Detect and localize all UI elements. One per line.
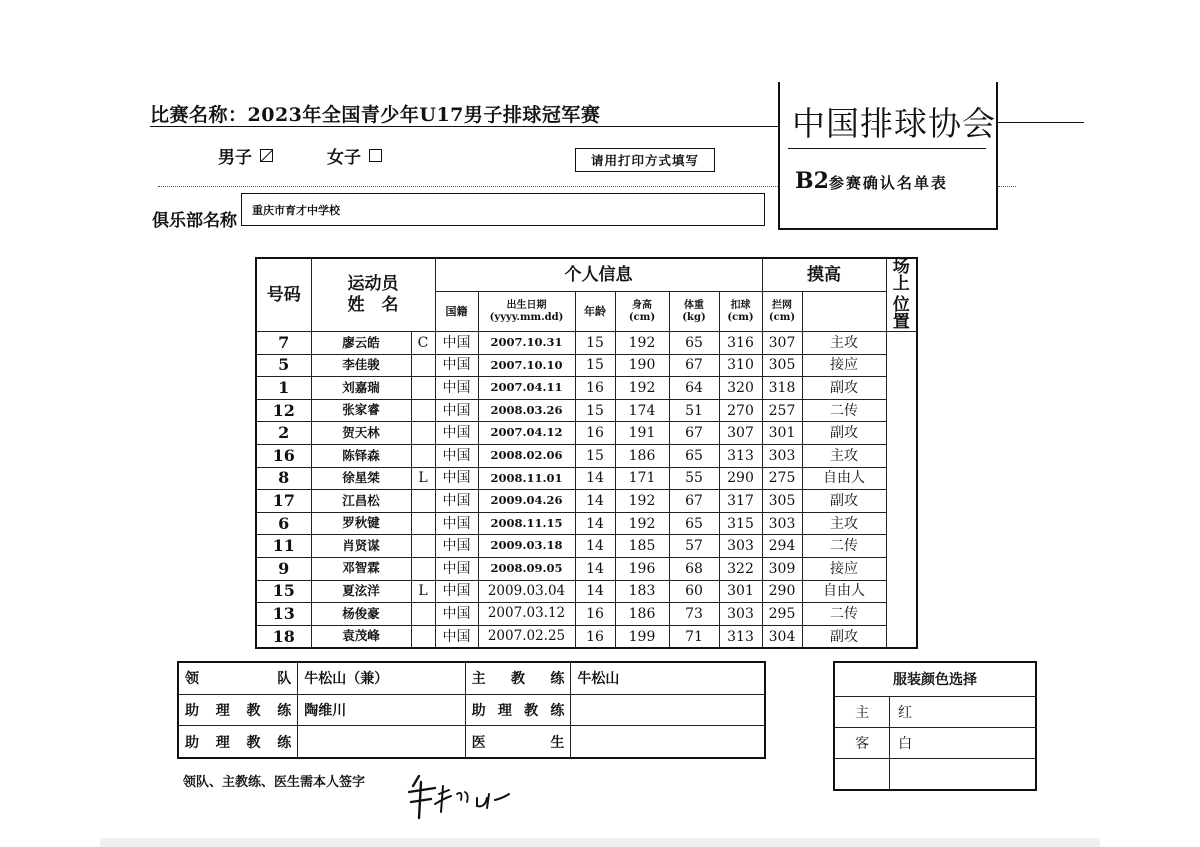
player-position: 副攻 bbox=[802, 377, 886, 400]
header-spike-line1: 扣球 bbox=[730, 300, 751, 312]
asst-coach-label-char: 练 bbox=[550, 702, 565, 719]
table-row bbox=[256, 512, 917, 535]
player-flag: L bbox=[411, 580, 435, 603]
table-row bbox=[256, 444, 917, 467]
staff-row bbox=[178, 662, 765, 694]
player-number: 12 bbox=[256, 399, 311, 422]
player-nationality: 中国 bbox=[435, 557, 478, 580]
form-title bbox=[795, 168, 948, 194]
player-age: 14 bbox=[575, 467, 615, 490]
player-age: 15 bbox=[575, 444, 615, 467]
player-dob: 2008.11.15 bbox=[478, 512, 575, 535]
player-name: 廖云皓 bbox=[311, 332, 411, 355]
player-dob: 2007.04.12 bbox=[478, 422, 575, 445]
player-block: 305 bbox=[762, 354, 802, 377]
player-spike: 303 bbox=[719, 535, 762, 558]
player-nationality: 中国 bbox=[435, 422, 478, 445]
player-block: 295 bbox=[762, 603, 802, 626]
form-code: B2 bbox=[795, 168, 829, 194]
player-spike: 310 bbox=[719, 354, 762, 377]
player-nationality: 中国 bbox=[435, 377, 478, 400]
player-weight: 51 bbox=[669, 399, 719, 422]
uniform-color-table bbox=[833, 661, 1037, 791]
header-block bbox=[762, 292, 802, 332]
home-label: 主 bbox=[834, 696, 890, 727]
player-nationality: 中国 bbox=[435, 399, 478, 422]
dotted-divider bbox=[158, 186, 780, 187]
player-dob: 2008.02.06 bbox=[478, 444, 575, 467]
player-dob: 2007.02.25 bbox=[478, 625, 575, 648]
player-name: 刘嘉瑞 bbox=[311, 377, 411, 400]
doctor-label-char: 医 bbox=[471, 734, 486, 751]
player-height: 174 bbox=[615, 399, 669, 422]
player-block: 257 bbox=[762, 399, 802, 422]
asst-coach-1-label-cell bbox=[178, 694, 298, 726]
player-dob: 2009.03.18 bbox=[478, 535, 575, 558]
header-height bbox=[615, 292, 669, 332]
player-block: 309 bbox=[762, 557, 802, 580]
head-coach-value[interactable]: 牛松山 bbox=[571, 662, 765, 694]
player-block: 294 bbox=[762, 535, 802, 558]
asst-coach-2-value[interactable] bbox=[571, 694, 765, 726]
club-label: 俱乐部名称 bbox=[152, 211, 237, 231]
player-age: 14 bbox=[575, 512, 615, 535]
header-spike-line2: (cm) bbox=[727, 311, 754, 323]
player-age: 15 bbox=[575, 332, 615, 355]
player-height: 183 bbox=[615, 580, 669, 603]
asst-coach-label-char: 练 bbox=[277, 734, 292, 751]
player-spike: 320 bbox=[719, 377, 762, 400]
player-age: 16 bbox=[575, 625, 615, 648]
player-name: 徐星桀 bbox=[311, 467, 411, 490]
player-name: 张家睿 bbox=[311, 399, 411, 422]
asst-coach-1-value[interactable]: 陶维川 bbox=[298, 694, 465, 726]
player-block: 307 bbox=[762, 332, 802, 355]
competition-label: 比赛名称： bbox=[150, 104, 248, 126]
player-dob: 2007.03.12 bbox=[478, 603, 575, 626]
player-name: 贺天林 bbox=[311, 422, 411, 445]
staff-row bbox=[178, 726, 765, 758]
asst-coach-label-char: 理 bbox=[215, 702, 230, 719]
player-height: 192 bbox=[615, 377, 669, 400]
competition-title bbox=[150, 100, 600, 127]
header-weight-line2: (kg) bbox=[682, 311, 706, 323]
male-label: 男子 bbox=[218, 148, 252, 168]
player-dob: 2007.10.31 bbox=[478, 332, 575, 355]
association-rule bbox=[788, 148, 986, 149]
player-nationality: 中国 bbox=[435, 535, 478, 558]
player-nationality: 中国 bbox=[435, 580, 478, 603]
header-position-line2: 位置 bbox=[892, 295, 910, 332]
blank-label-cell bbox=[834, 758, 890, 790]
player-nationality: 中国 bbox=[435, 490, 478, 513]
asst-coach-label-char: 助 bbox=[185, 734, 199, 751]
header-weight bbox=[669, 292, 719, 332]
table-row bbox=[256, 332, 917, 355]
player-spike: 301 bbox=[719, 580, 762, 603]
staff-table bbox=[177, 661, 766, 759]
player-spike: 270 bbox=[719, 399, 762, 422]
player-nationality: 中国 bbox=[435, 444, 478, 467]
player-block: 304 bbox=[762, 625, 802, 648]
table-row bbox=[256, 603, 917, 626]
table-row bbox=[256, 557, 917, 580]
header-dob-line2: (yyyy.mm.dd) bbox=[489, 311, 564, 323]
player-name: 袁茂峰 bbox=[311, 625, 411, 648]
player-dob: 2009.04.26 bbox=[478, 490, 575, 513]
association-right-line bbox=[998, 122, 1084, 123]
player-spike: 303 bbox=[719, 603, 762, 626]
player-position: 主攻 bbox=[802, 332, 886, 355]
uniform-title: 服装颜色选择 bbox=[834, 662, 1036, 696]
player-age: 16 bbox=[575, 603, 615, 626]
player-position: 二传 bbox=[802, 399, 886, 422]
player-number: 9 bbox=[256, 557, 311, 580]
player-height: 191 bbox=[615, 422, 669, 445]
female-label: 女子 bbox=[327, 148, 361, 168]
player-height: 196 bbox=[615, 557, 669, 580]
table-row bbox=[256, 467, 917, 490]
player-block: 303 bbox=[762, 444, 802, 467]
player-dob: 2008.09.05 bbox=[478, 557, 575, 580]
player-dob: 2008.11.01 bbox=[478, 467, 575, 490]
player-age: 15 bbox=[575, 399, 615, 422]
player-position: 二传 bbox=[802, 535, 886, 558]
player-number: 17 bbox=[256, 490, 311, 513]
signature-note: 领队、主教练、医生需本人签字 bbox=[183, 775, 366, 790]
table-row bbox=[256, 490, 917, 513]
player-flag bbox=[411, 444, 435, 467]
head-coach-label-cell bbox=[465, 662, 571, 694]
player-name: 夏泫洋 bbox=[311, 580, 411, 603]
leader-label-char: 领 bbox=[185, 671, 199, 688]
player-age: 14 bbox=[575, 490, 615, 513]
female-option[interactable] bbox=[327, 143, 382, 168]
header-athlete-line2: 姓 名 bbox=[347, 295, 399, 315]
player-age: 14 bbox=[575, 557, 615, 580]
player-block: 301 bbox=[762, 422, 802, 445]
player-spike: 290 bbox=[719, 467, 762, 490]
player-weight: 65 bbox=[669, 444, 719, 467]
player-number: 5 bbox=[256, 354, 311, 377]
leader-label-char: 队 bbox=[277, 671, 292, 688]
header-athlete bbox=[311, 258, 435, 332]
player-number: 13 bbox=[256, 603, 311, 626]
player-name: 罗秋键 bbox=[311, 512, 411, 535]
player-height: 171 bbox=[615, 467, 669, 490]
player-spike: 316 bbox=[719, 332, 762, 355]
header-personal-info: 个人信息 bbox=[435, 258, 762, 292]
asst-coach-label-char: 理 bbox=[215, 734, 230, 751]
player-name: 江昌松 bbox=[311, 490, 411, 513]
player-position: 二传 bbox=[802, 603, 886, 626]
player-nationality: 中国 bbox=[435, 332, 478, 355]
player-block: 318 bbox=[762, 377, 802, 400]
player-flag bbox=[411, 490, 435, 513]
player-number: 15 bbox=[256, 580, 311, 603]
player-flag: L bbox=[411, 467, 435, 490]
player-dob: 2009.03.04 bbox=[478, 580, 575, 603]
player-weight: 67 bbox=[669, 490, 719, 513]
asst-coach-label-char: 教 bbox=[524, 702, 539, 719]
header-position-line1: 场上 bbox=[892, 257, 910, 294]
player-height: 199 bbox=[615, 625, 669, 648]
roster-table bbox=[255, 257, 918, 649]
player-number: 8 bbox=[256, 467, 311, 490]
header-dob bbox=[478, 292, 575, 332]
player-flag bbox=[411, 399, 435, 422]
player-number: 6 bbox=[256, 512, 311, 535]
female-checkbox-icon[interactable] bbox=[369, 149, 382, 162]
player-position: 副攻 bbox=[802, 422, 886, 445]
table-row bbox=[256, 580, 917, 603]
doctor-label-char: 生 bbox=[550, 734, 565, 751]
header-block-line2: (cm) bbox=[768, 311, 796, 323]
player-weight: 71 bbox=[669, 625, 719, 648]
header-age: 年龄 bbox=[575, 292, 615, 332]
player-height: 186 bbox=[615, 444, 669, 467]
player-flag bbox=[411, 535, 435, 558]
competition-underline bbox=[150, 126, 780, 127]
player-flag bbox=[411, 557, 435, 580]
head-coach-label-char: 主 bbox=[471, 671, 486, 688]
player-flag bbox=[411, 512, 435, 535]
player-weight: 73 bbox=[669, 603, 719, 626]
player-spike: 315 bbox=[719, 512, 762, 535]
player-nationality: 中国 bbox=[435, 512, 478, 535]
competition-name: 2023年全国青少年U17男子排球冠军赛 bbox=[247, 104, 601, 126]
player-position: 主攻 bbox=[802, 512, 886, 535]
player-dob: 2007.04.11 bbox=[478, 377, 575, 400]
header-weight-line1: 体重 bbox=[684, 300, 704, 312]
header-position bbox=[886, 258, 917, 332]
doctor-label-cell bbox=[465, 726, 571, 758]
player-number: 1 bbox=[256, 377, 311, 400]
player-name: 杨俊豪 bbox=[311, 603, 411, 626]
print-note: 请用打印方式填写 bbox=[575, 148, 715, 172]
player-dob: 2007.10.10 bbox=[478, 354, 575, 377]
player-name: 肖贤谋 bbox=[311, 535, 411, 558]
header-reach: 摸高 bbox=[762, 258, 886, 292]
player-nationality: 中国 bbox=[435, 354, 478, 377]
player-age: 14 bbox=[575, 580, 615, 603]
male-checkbox-checked-icon[interactable] bbox=[260, 149, 273, 162]
player-height: 185 bbox=[615, 535, 669, 558]
table-row bbox=[256, 354, 917, 377]
player-flag bbox=[411, 354, 435, 377]
player-spike: 307 bbox=[719, 422, 762, 445]
player-position: 副攻 bbox=[802, 490, 886, 513]
header-spike bbox=[719, 292, 762, 332]
table-row bbox=[256, 399, 917, 422]
male-option[interactable] bbox=[218, 143, 273, 168]
player-weight: 65 bbox=[669, 332, 719, 355]
header-block-line1: 拦网 bbox=[772, 300, 792, 312]
player-flag bbox=[411, 422, 435, 445]
player-weight: 65 bbox=[669, 512, 719, 535]
player-flag bbox=[411, 603, 435, 626]
dotted-divider-right bbox=[998, 186, 1016, 187]
player-height: 192 bbox=[615, 332, 669, 355]
player-nationality: 中国 bbox=[435, 467, 478, 490]
player-name: 李佳骏 bbox=[311, 354, 411, 377]
head-coach-label-char: 教 bbox=[510, 671, 525, 688]
player-weight: 68 bbox=[669, 557, 719, 580]
player-position: 接应 bbox=[802, 354, 886, 377]
asst-coach-3-value[interactable] bbox=[298, 726, 465, 758]
player-height: 186 bbox=[615, 603, 669, 626]
player-weight: 67 bbox=[669, 354, 719, 377]
player-height: 190 bbox=[615, 354, 669, 377]
association-title: 中国排球协会 bbox=[792, 104, 996, 143]
leader-label-cell bbox=[178, 662, 298, 694]
player-age: 15 bbox=[575, 354, 615, 377]
player-nationality: 中国 bbox=[435, 603, 478, 626]
player-height: 192 bbox=[615, 512, 669, 535]
header-height-line2: (cm) bbox=[628, 311, 656, 323]
player-spike: 322 bbox=[719, 557, 762, 580]
staff-row bbox=[178, 694, 765, 726]
player-nationality: 中国 bbox=[435, 625, 478, 648]
table-row bbox=[256, 625, 917, 648]
asst-coach-label-char: 教 bbox=[246, 734, 261, 751]
table-row bbox=[256, 422, 917, 445]
asst-coach-label-char: 助 bbox=[471, 702, 486, 719]
header-number: 号码 bbox=[256, 258, 311, 332]
player-age: 16 bbox=[575, 422, 615, 445]
doctor-value[interactable] bbox=[571, 726, 765, 758]
player-flag bbox=[411, 625, 435, 648]
away-label: 客 bbox=[834, 727, 890, 758]
player-spike: 313 bbox=[719, 444, 762, 467]
player-weight: 64 bbox=[669, 377, 719, 400]
player-block: 275 bbox=[762, 467, 802, 490]
form-title-text: 参赛确认名单表 bbox=[828, 174, 948, 192]
player-weight: 57 bbox=[669, 535, 719, 558]
player-position: 自由人 bbox=[802, 580, 886, 603]
asst-coach-label-char: 教 bbox=[246, 702, 261, 719]
player-block: 290 bbox=[762, 580, 802, 603]
blank-value-cell bbox=[890, 758, 1036, 790]
player-height: 192 bbox=[615, 490, 669, 513]
table-row bbox=[256, 377, 917, 400]
player-block: 305 bbox=[762, 490, 802, 513]
asst-coach-2-label-cell bbox=[465, 694, 571, 726]
asst-coach-3-label-cell bbox=[178, 726, 298, 758]
player-weight: 60 bbox=[669, 580, 719, 603]
player-flag: C bbox=[411, 332, 435, 355]
leader-value[interactable]: 牛松山（兼） bbox=[298, 662, 465, 694]
player-block: 303 bbox=[762, 512, 802, 535]
header-height-line1: 身高 bbox=[632, 300, 652, 312]
player-position: 副攻 bbox=[802, 625, 886, 648]
asst-coach-label-char: 练 bbox=[277, 702, 292, 719]
player-weight: 67 bbox=[669, 422, 719, 445]
player-position: 接应 bbox=[802, 557, 886, 580]
away-color-value[interactable]: 白 bbox=[890, 727, 1036, 758]
header-athlete-line1: 运动员 bbox=[347, 274, 399, 294]
club-name: 重庆市育才中学校 bbox=[252, 203, 340, 217]
player-number: 18 bbox=[256, 625, 311, 648]
player-age: 14 bbox=[575, 535, 615, 558]
header-dob-line1: 出生日期 bbox=[506, 300, 547, 312]
home-color-value[interactable]: 红 bbox=[890, 696, 1036, 727]
player-dob: 2008.03.26 bbox=[478, 399, 575, 422]
head-coach-label-char: 练 bbox=[550, 671, 565, 688]
table-row bbox=[256, 535, 917, 558]
header-nationality: 国籍 bbox=[435, 292, 478, 332]
player-flag bbox=[411, 377, 435, 400]
club-name-field[interactable] bbox=[241, 193, 765, 226]
player-spike: 313 bbox=[719, 625, 762, 648]
player-number: 7 bbox=[256, 332, 311, 355]
player-position: 自由人 bbox=[802, 467, 886, 490]
player-number: 16 bbox=[256, 444, 311, 467]
asst-coach-label-char: 助 bbox=[185, 702, 199, 719]
player-position: 主攻 bbox=[802, 444, 886, 467]
player-number: 2 bbox=[256, 422, 311, 445]
player-name: 邓智霖 bbox=[311, 557, 411, 580]
bottom-scan-strip bbox=[100, 838, 1100, 847]
player-age: 16 bbox=[575, 377, 615, 400]
player-spike: 317 bbox=[719, 490, 762, 513]
handwritten-signature bbox=[405, 772, 515, 820]
asst-coach-label-char: 理 bbox=[497, 702, 512, 719]
player-name: 陈铎森 bbox=[311, 444, 411, 467]
player-number: 11 bbox=[256, 535, 311, 558]
player-weight: 55 bbox=[669, 467, 719, 490]
